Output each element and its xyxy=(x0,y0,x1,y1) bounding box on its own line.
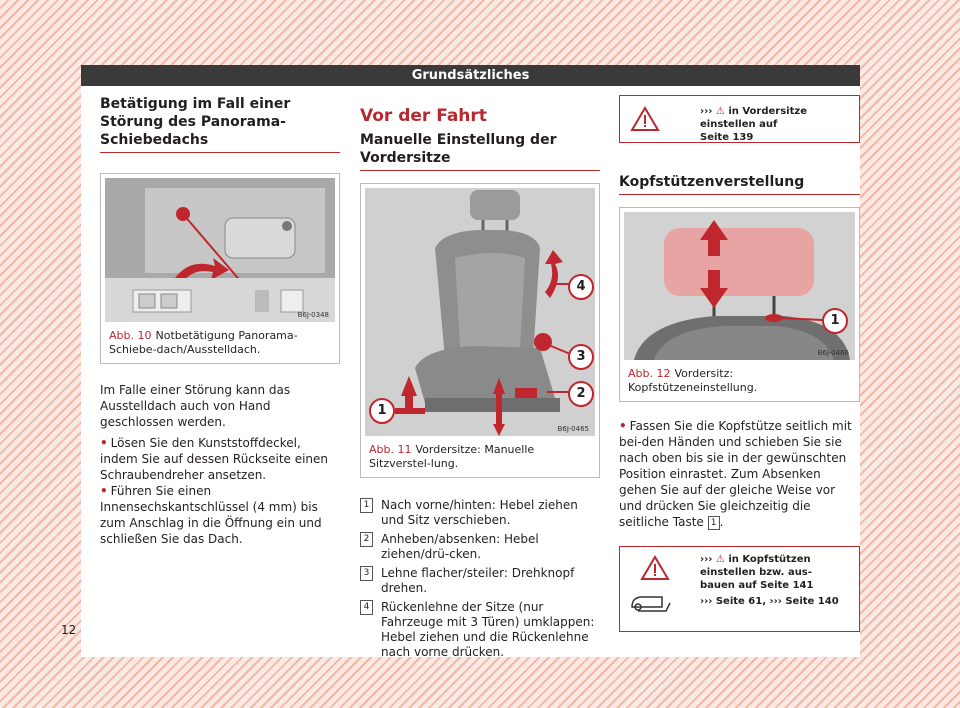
chapter-title: Vor der Fahrt xyxy=(360,106,487,126)
figure-caption-text: Vordersitze: Manuelle Sitzverstel-lung. xyxy=(369,443,535,470)
list-item xyxy=(360,566,600,596)
list-item xyxy=(360,600,600,660)
bullet-item xyxy=(100,483,340,547)
figure-11 xyxy=(360,183,600,478)
item-text: Anheben/absenken: Hebel ziehen/drü-cken. xyxy=(381,532,539,561)
warning-line: in Vordersitze einstellen auf xyxy=(700,106,807,130)
item-text: Nach vorne/hinten: Hebel ziehen und Sitz verschieben. xyxy=(381,498,578,527)
inline-number: 1 xyxy=(708,516,720,530)
figure-caption xyxy=(361,440,599,477)
figure-label: Abb. 11 xyxy=(369,443,412,456)
warning-line: Seite 139 xyxy=(700,132,754,143)
numbered-list xyxy=(360,498,600,660)
warning-line: in Kopfstützen einstellen bzw. aus- xyxy=(700,554,812,578)
seat-image xyxy=(365,188,595,436)
link-marker: ››› xyxy=(700,106,713,117)
column-seats xyxy=(360,95,600,664)
item-text: Rückenlehne der Sitze (nur Fahrzeuge mit 3 Türen) umklappen: Hebel ziehen und die Rückenlehne nach vorne drücken. xyxy=(381,600,595,659)
figure-12 xyxy=(619,207,860,402)
item-number: 4 xyxy=(360,600,373,615)
figure-label: Abb. 10 xyxy=(109,329,152,342)
list-item xyxy=(360,498,600,528)
section-title-seats: Manuelle Einstellung der Vordersitze xyxy=(360,132,557,166)
intro-paragraph: Im Falle einer Störung kann das Ausstelldach auch von Hand geschlossen werden. xyxy=(100,383,291,429)
figure-code: B6J-0465 xyxy=(557,425,589,433)
sunroof-image xyxy=(105,178,335,322)
section-title-headrest: Kopfstützenverstellung xyxy=(619,174,805,190)
warning-box-2 xyxy=(619,546,860,632)
figure-caption xyxy=(620,364,859,401)
section-rule xyxy=(360,170,600,171)
section-rule xyxy=(619,194,860,195)
callout-2: 2 xyxy=(568,381,594,407)
manual-page xyxy=(61,65,860,659)
page-number: 12 xyxy=(61,623,77,637)
section-title-sunroof: Betätigung im Fall einer Störung des Panorama-Schiebedachs xyxy=(100,96,291,148)
warning-text-1 xyxy=(700,105,859,144)
column-sunroof xyxy=(100,95,340,547)
column-headrest xyxy=(619,95,860,632)
item-number: 2 xyxy=(360,532,373,547)
callout-1: 1 xyxy=(822,308,848,334)
seat-illustration xyxy=(365,188,595,436)
figure-caption-text: Notbetätigung Panorama-Schiebe-dach/Ausstelldach. xyxy=(109,329,298,356)
bullet-icon: • xyxy=(619,419,627,433)
paragraph-text: Fassen Sie die Kopfstütze seitlich mit bei-den Händen und schieben Sie sie nach oben bis sie in der gewünschten Position einrastet. Zum Absenken gehen Sie auf der gleiche Weise vor und drücken Sie gleichzeitig die seitliche Taste xyxy=(619,419,852,529)
small-warning-icon: ⚠ xyxy=(715,554,725,565)
bullet-icon: • xyxy=(100,484,108,498)
bullet-text: Führen Sie einen Innensechskantschlüssel (4 mm) bis zum Anschlag in die Öffnung ein und schließen Sie das Dach. xyxy=(100,484,322,546)
bullet-text: Lösen Sie den Kunststoffdeckel, indem Sie auf dessen Rückseite einen Schraubendreher ansetzen. xyxy=(100,436,329,482)
warning-text-2 xyxy=(700,553,859,592)
item-number: 1 xyxy=(360,498,373,513)
item-text: Lehne flacher/steiler: Drehknopf drehen. xyxy=(381,566,575,595)
sunroof-illustration xyxy=(105,178,335,322)
figure-caption xyxy=(101,326,339,363)
small-warning-icon: ⚠ xyxy=(715,106,725,117)
figure-label: Abb. 12 xyxy=(628,367,671,380)
headrest-illustration xyxy=(624,212,855,360)
figure-caption-text: Vordersitz: Kopfstützeneinstellung. xyxy=(628,367,758,394)
callout-3: 3 xyxy=(568,344,594,370)
warning-line: bauen auf Seite 141 xyxy=(700,580,814,591)
headrest-image xyxy=(624,212,855,360)
callout-4: 4 xyxy=(568,274,594,300)
section-rule xyxy=(100,152,340,153)
warning-box-1 xyxy=(619,95,860,143)
figure-code: B6J-0348 xyxy=(297,311,329,319)
note-text: ››› Seite 61, ››› Seite 140 xyxy=(700,596,839,607)
note-book-icon xyxy=(628,589,672,615)
headrest-paragraph xyxy=(619,418,860,530)
section-header: Grundsätzliches xyxy=(81,65,860,86)
paragraph-end: . xyxy=(719,515,724,529)
item-number: 3 xyxy=(360,566,373,581)
bullet-icon: • xyxy=(100,436,108,450)
figure-10 xyxy=(100,173,340,364)
list-item xyxy=(360,532,600,562)
callout-1: 1 xyxy=(369,398,395,424)
bullet-item xyxy=(100,435,340,483)
figure-code: B6J-0466 xyxy=(817,349,849,357)
warning-icon xyxy=(630,106,660,132)
link-marker: ››› xyxy=(700,554,713,565)
warning-icon xyxy=(640,555,670,581)
